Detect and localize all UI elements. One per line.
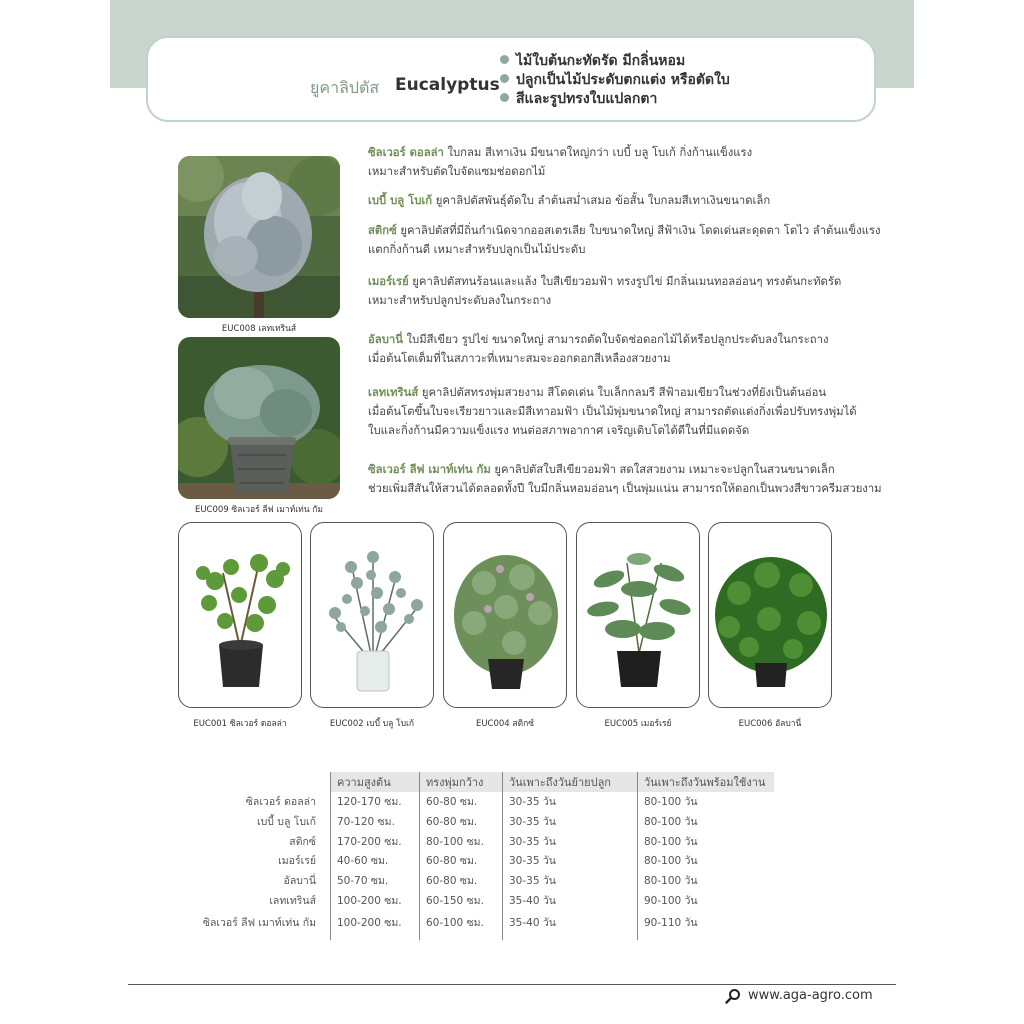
card-caption: EUC005 เมอร์เรย์: [604, 719, 672, 729]
table-row: ซิลเวอร์ ลีฟ เมาท์เท่น กัม 100-200 ซม. 60-100 ซม. 35-40 วัน 90-110 วัน: [186, 910, 774, 940]
card-caption: EUC004 สติกซ์: [475, 719, 535, 729]
product-card-euc006: [708, 522, 832, 708]
card-caption: EUC002 เบบี้ บลู โบเก้: [329, 719, 415, 729]
table-row: สติกซ์ 170-200 ซม. 80-100 ซม. 30-35 วัน 80-100 วัน: [186, 831, 774, 851]
potted-eucalyptus-photo: [178, 337, 340, 499]
col-width: ทรงพุ่มกว้าง: [420, 772, 503, 792]
table-row: อัลบานี่ 50-70 ซม. 60-80 ซม. 30-35 วัน 80-100 วัน: [186, 871, 774, 891]
title-thai: ยูคาลิปตัส: [310, 78, 380, 97]
header-box: [146, 36, 876, 122]
description-albany: อัลบานี่ ใบมีสีเขียว รูปไข่ ขนาดใหญ่ สามารถตัดใบจัดช่อดอกไม้ได้หรือปลูกประดับลงในกระถาง เมื่อต้นโตเต็มที่ในสภาวะที่เหมาะสมจะออกดอกสีเหลืองสวยงาม: [368, 333, 829, 365]
col-ready: วันเพาะถึงวันพร้อมใช้งาน: [638, 772, 775, 792]
table-row: เลทเทรินส์ 100-200 ซม. 60-150 ซม. 35-40 วัน 90-100 วัน: [186, 890, 774, 910]
bullet-item: ไม้ใบต้นกะทัดรัด มีกลิ่นหอม: [500, 52, 730, 71]
potted-plant-icon: [709, 523, 832, 708]
photo-caption: EUC009 ซิลเวอร์ ลีฟ เมาท์เท่น กัม: [194, 505, 324, 515]
potted-plant-icon: [577, 523, 700, 708]
product-card-euc004: [443, 522, 567, 708]
feature-bullets: [500, 52, 730, 109]
col-height: ความสูงต้น: [331, 772, 420, 792]
col-transplant: วันเพาะถึงวันย้ายปลูก: [503, 772, 638, 792]
table-row: ซิลเวอร์ ดอลล่า 120-170 ซม. 60-80 ซม. 30-35 วัน 80-100 วัน: [186, 792, 774, 812]
photo-caption: EUC008 เลทเทรินส์: [221, 324, 297, 334]
table-row: เบบี้ บลู โบเก้ 70-120 ซม. 60-80 ซม. 30-35 วัน 80-100 วัน: [186, 812, 774, 832]
product-card-euc001: [178, 522, 302, 708]
table-row: เมอร์เรย์ 40-60 ซม. 60-80 ซม. 30-35 วัน 80-100 วัน: [186, 851, 774, 871]
spec-table: [186, 772, 774, 940]
description-lettrins: เลทเทรินส์ ยูคาลิปตัสทรงพุ่มสวยงาม สีโดดเด่น ใบเล็กกลมรี สีฟ้าอมเขียวในช่วงที่ยังเป็นต้นอ่อน เมื่อต้นโตขึ้นใบจะเรียวยาวและมีสีเทาอมฟ้า เป็นไม้พุ่มขนาดใหญ่ สามารถตัดแต่งกิ่งเพื่อปรับทรงพุ่มได้ ใบและกิ่งก้านมีความแข็งแรง ทนต่อสภาพอากาศ เจริญเติบโตได้ดีในที่มีแดดจัด: [368, 386, 857, 437]
eucalyptus-tree-photo: [178, 156, 340, 318]
description-murray: เมอร์เรย์ ยูคาลิปตัสทนร้อนและแล้ง ใบสีเขียวอมฟ้า ทรงรูปไข่ มีกลิ่นเมนทอลอ่อนๆ ทรงต้นกะทัดรัด เหมาะสำหรับปลูกประดับลงในกระถาง: [368, 275, 842, 307]
table-header-row: [186, 772, 774, 792]
bullet-item: สีและรูปทรงใบแปลกตา: [500, 90, 730, 109]
description-baby-blue: เบบี้ บลู โบเก้ ยูคาลิปตัสพันธุ์ตัดใบ ลำต้นสม่ำเสมอ ข้อสั้น ใบกลมสีเทาเงินขนาดเล็ก: [368, 194, 771, 207]
description-stix: สติกซ์ ยูคาลิปตัสที่มีถิ่นกำเนิดจากออสเตรเลีย ใบขนาดใหญ่ สีฟ้าเงิน โดดเด่นสะดุดตา โตไว ลำต้นแข็งแรง แตกกิ่งก้านดี เหมาะสำหรับปลูกเป็นไม้ประดับ: [368, 224, 881, 256]
vase-branches-icon: [311, 523, 434, 708]
card-caption: EUC006 อัลบานี่: [738, 719, 802, 729]
title-english: Eucalyptus: [395, 75, 500, 95]
potted-plant-icon: [444, 523, 567, 708]
description-mountain-gum: ซิลเวอร์ ลีฟ เมาท์เท่น กัม ยูคาลิปตัสใบสีเขียวอมฟ้า สดใสสวยงาม เหมาะจะปลูกในสวนขนาดเล็ก ช่วยเพิ่มสีสันให้สวนได้ตลอดทั้งปี ใบมีกลิ่นหอมอ่อนๆ เป็นพุ่มแน่น สามารถให้ดอกเป็นพวงสีขาวครีมสวยงาม: [368, 463, 882, 495]
bullet-dot-icon: [500, 55, 509, 64]
footer-divider: [128, 984, 896, 985]
bullet-item: ปลูกเป็นไม้ประดับตกแต่ง หรือตัดใบ: [500, 71, 730, 90]
website-link[interactable]: www.aga-agro.com: [748, 988, 873, 1003]
product-card-euc005: [576, 522, 700, 708]
potted-plant-icon: [179, 523, 302, 708]
bullet-dot-icon: [500, 93, 509, 102]
product-card-euc002: [310, 522, 434, 708]
description-silver-dollar: ซิลเวอร์ ดอลล่า ใบกลม สีเทาเงิน มีขนาดใหญ่กว่า เบบี้ บลู โบเก้ กิ่งก้านแข็งแรง เหมาะสำหรับตัดใบจัดแซมช่อดอกไม้: [368, 146, 753, 178]
bullet-dot-icon: [500, 74, 509, 83]
card-caption: EUC001 ซิลเวอร์ ดอลล่า: [193, 719, 287, 729]
search-icon: [725, 988, 741, 1008]
